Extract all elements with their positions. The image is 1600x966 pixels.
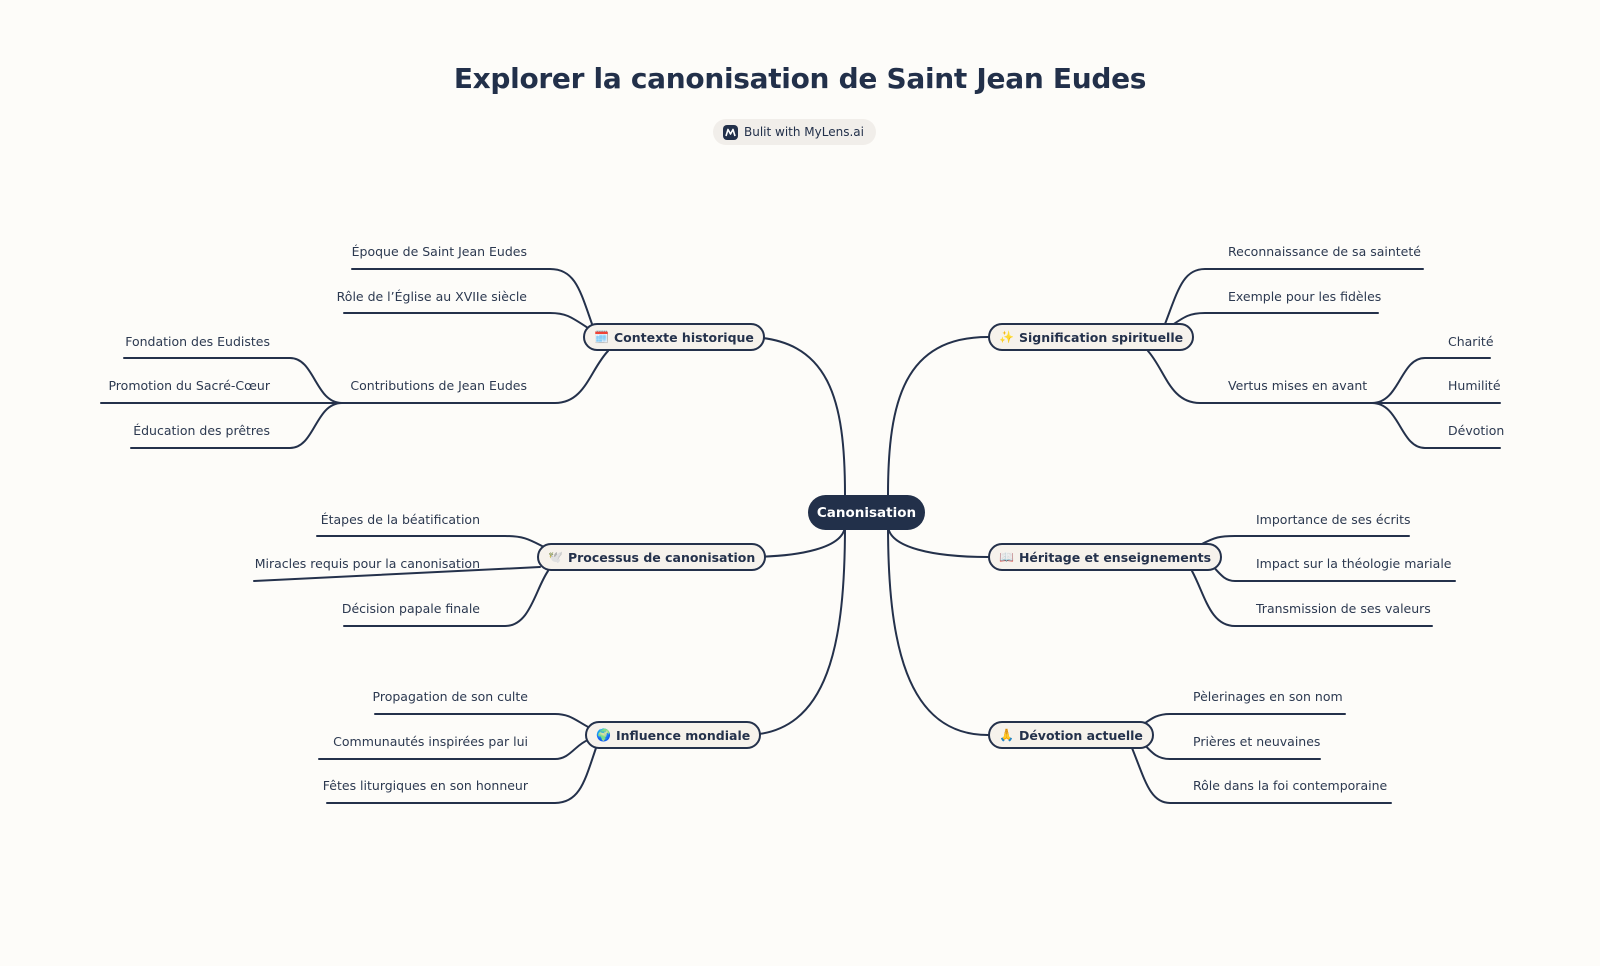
leaf-node[interactable]: Décision papale finale (341, 601, 480, 616)
branch-node-processus[interactable] (537, 543, 766, 571)
branch-node-contexte[interactable] (583, 323, 765, 351)
connector-processus-decision (341, 571, 548, 626)
dove-icon: 🕊️ (548, 550, 563, 564)
badge-label: Bulit with MyLens.ai (744, 125, 864, 139)
leaf-node[interactable]: Étapes de la béatification (320, 512, 480, 527)
leaf-node[interactable]: Communautés inspirées par lui (333, 734, 528, 749)
branch-node-heritage[interactable] (988, 543, 1222, 571)
leaf-node[interactable]: Impact sur la théologie mariale (1256, 556, 1452, 571)
branch-label: Héritage et enseignements (1018, 549, 1212, 565)
leaf-node[interactable]: Fêtes liturgiques en son honneur (322, 778, 528, 793)
branch-node-signification[interactable] (988, 323, 1194, 351)
connector-signification-exemple (1168, 313, 1378, 328)
leaf-node[interactable]: Vertus mises en avant (1228, 378, 1368, 393)
leaf-node[interactable]: Humilité (1448, 378, 1501, 393)
connector-processus-etapes (317, 536, 546, 548)
connector-root-contexte (745, 337, 845, 495)
leaf-node[interactable]: Reconnaissance de sa sainteté (1228, 244, 1421, 259)
connector-contexte-role (344, 313, 588, 328)
leaf-node[interactable]: Prières et neuvaines (1193, 734, 1321, 749)
connector-influence-fetes (327, 748, 596, 803)
branch-label: Contexte historique (613, 329, 754, 345)
sparkles-icon: ✨ (999, 330, 1014, 344)
branch-label: Dévotion actuelle (1018, 727, 1143, 743)
leaf-node[interactable]: Charité (1448, 334, 1494, 349)
branch-node-influence[interactable] (585, 721, 761, 749)
praying-hands-icon: 🙏 (999, 728, 1014, 742)
connector-root-signification (888, 337, 988, 495)
leaf-node[interactable]: Rôle de l’Église au XVIIe siècle (336, 289, 527, 304)
connector-heritage-importance (1200, 536, 1409, 545)
leaf-node[interactable]: Importance de ses écrits (1256, 512, 1411, 527)
leaf-node[interactable]: Transmission de ses valeurs (1256, 601, 1431, 616)
root-node[interactable]: Canonisation (808, 495, 925, 530)
branch-label: Processus de canonisation (567, 549, 756, 565)
connector-devotion-pelerinages (1138, 714, 1345, 728)
leaf-node[interactable]: Pèlerinages en son nom (1193, 689, 1343, 704)
connector-contexte-contrib (342, 351, 608, 403)
branch-label: Influence mondiale (615, 727, 751, 743)
leaf-node[interactable]: Promotion du Sacré-Cœur (108, 378, 270, 393)
leaf-node[interactable]: Éducation des prêtres (133, 423, 270, 438)
book-icon: 📖 (999, 550, 1014, 564)
leaf-node[interactable]: Exemple pour les fidèles (1228, 289, 1382, 304)
branch-label: Signification spirituelle (1018, 329, 1184, 345)
leaf-node[interactable]: Propagation de son culte (372, 689, 528, 704)
connector-devotion-role (1132, 748, 1391, 803)
globe-icon: 🌍 (596, 728, 611, 742)
leaf-node[interactable]: Contributions de Jean Eudes (350, 378, 527, 393)
page-title: Explorer la canonisation de Saint Jean Eudes (453, 62, 1147, 95)
connector-signification-vertus (1148, 351, 1372, 403)
connector-influence-propagation (375, 714, 590, 728)
branch-node-devotion[interactable] (988, 721, 1154, 749)
leaf-node[interactable]: Époque de Saint Jean Eudes (351, 244, 527, 259)
leaf-node[interactable]: Fondation des Eudistes (125, 334, 270, 349)
leaf-node[interactable]: Rôle dans la foi contemporaine (1193, 778, 1388, 793)
leaf-node[interactable]: Miracles requis pour la canonisation (254, 556, 480, 571)
leaf-node[interactable]: Dévotion (1448, 423, 1505, 438)
calendar-icon: 🗓️ (594, 330, 609, 344)
